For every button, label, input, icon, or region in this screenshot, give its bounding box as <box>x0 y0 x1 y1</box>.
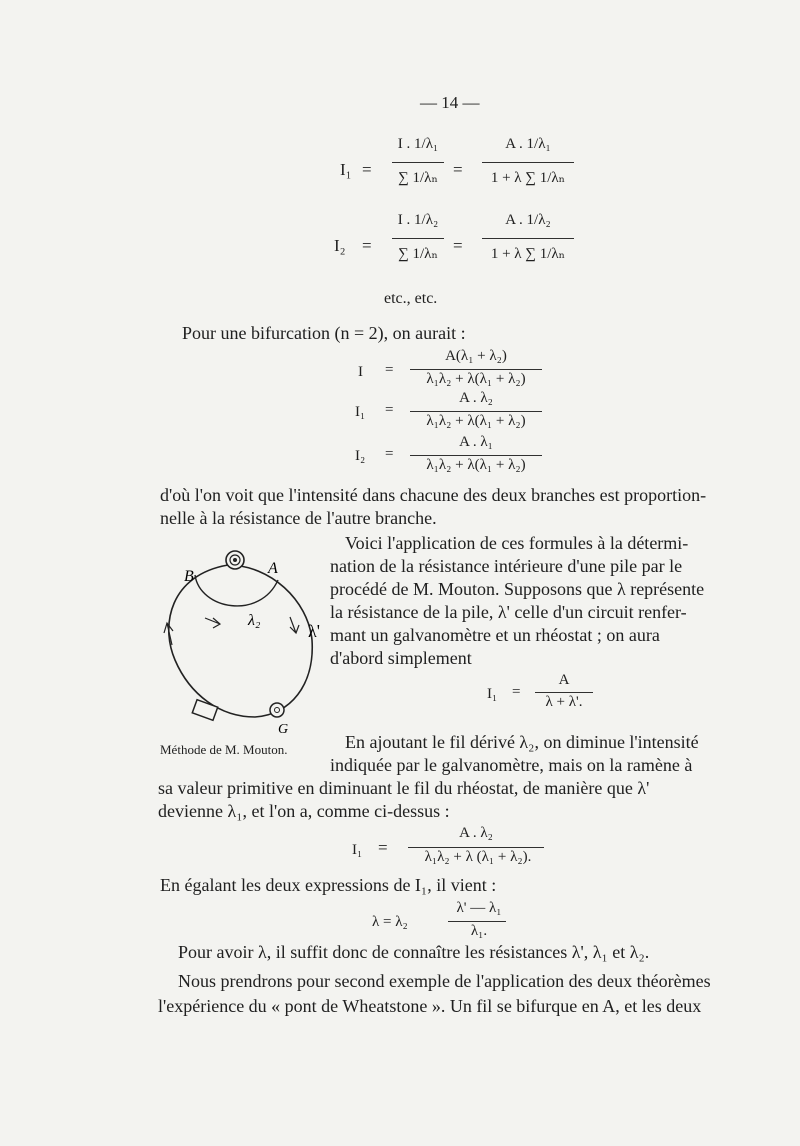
eq-denominator: ∑ 1/λₙ <box>398 246 438 262</box>
paragraph-line: sa valeur primitive en diminuant le fil du rhéostat, de manière que λ' <box>158 778 650 798</box>
eq-lhs: I₁ <box>340 160 352 179</box>
paragraph-line: En égalant les deux expressions de I₁, il vient : <box>160 875 497 895</box>
galvanometer-symbol <box>270 703 284 717</box>
eq-denominator: λ₁λ₂ + λ(λ₁ + λ₂) <box>426 371 526 387</box>
paragraph-line: devienne λ₁, et l'on a, comme ci-dessus : <box>158 801 450 821</box>
eq-numerator: A . 1/λ₂ <box>505 212 551 228</box>
paragraph-line: nelle à la résistance de l'autre branche. <box>160 508 437 528</box>
eq-denominator: λ + λ'. <box>545 694 583 710</box>
paragraph-line: indiquée par le galvanomètre, mais on la ramène à <box>330 755 693 775</box>
paragraph-line: Pour avoir λ, il suffit donc de connaître les résistances λ', λ₁ et λ₂. <box>178 942 650 962</box>
eq-lhs: I <box>358 364 363 380</box>
paragraph-line: procédé de M. Mouton. Supposons que λ représente <box>330 579 705 599</box>
arrow-icon <box>205 618 220 628</box>
label-lambda2: λ₂ <box>248 612 261 629</box>
inner-derived-wire <box>195 575 278 606</box>
paragraph-line: nation de la résistance intérieure d'une pile par le <box>330 556 683 576</box>
eq-numerator: I . 1/λ₂ <box>397 212 439 228</box>
eq-numerator: I . 1/λ₁ <box>397 136 439 152</box>
eq-denominator: λ₁. <box>470 923 488 939</box>
fraction-bar <box>482 162 574 163</box>
paragraph-line: Voici l'application de ces formules à la détermi- <box>345 533 689 553</box>
eq-lhs: I₁ <box>352 842 363 858</box>
fraction-bar <box>392 238 444 239</box>
paragraph-line: d'où l'on voit que l'intensité dans chacune des deux branches est proportion- <box>160 485 707 505</box>
label-g: G <box>278 722 289 735</box>
eq-sign: = <box>362 236 372 255</box>
eq-lhs: I₂ <box>334 236 346 255</box>
label-b: B <box>184 568 194 585</box>
rheostat-symbol <box>192 700 217 721</box>
mouton-circuit-figure <box>150 545 330 735</box>
paragraph-line: la résistance de la pile, λ' celle d'un circuit renfer- <box>330 602 687 622</box>
eq-denominator: λ₁λ₂ + λ (λ₁ + λ₂). <box>424 849 532 865</box>
fraction-bar <box>535 692 593 693</box>
eq-denominator: λ₁λ₂ + λ(λ₁ + λ₂) <box>426 413 526 429</box>
eq-sign: = <box>453 236 463 255</box>
eq-sign: = <box>378 838 388 857</box>
eq-sign: = <box>512 684 521 700</box>
eq-numerator: A . 1/λ₁ <box>505 136 551 152</box>
eq-sign: = <box>362 160 372 179</box>
eq-lhs: I₁ <box>487 686 498 702</box>
fraction-bar <box>482 238 574 239</box>
eq-lhs: λ = λ₂ <box>372 914 408 930</box>
page-number: — 14 — <box>420 93 480 112</box>
paragraph-line: d'abord simplement <box>330 648 472 668</box>
paragraph-line: l'expérience du « pont de Wheatstone ». Un fil se bifurque en A, et les deux <box>158 996 702 1016</box>
fraction-bar <box>448 921 506 922</box>
eq-sign: = <box>453 160 463 179</box>
paragraph-line: Nous prendrons pour second exemple de l'application des deux théorèmes <box>178 971 711 991</box>
outer-circuit-loop <box>169 565 312 717</box>
eq-denominator: ∑ 1/λₙ <box>398 170 438 186</box>
eq-numerator: A . λ₁ <box>459 434 493 450</box>
eq-numerator: A(λ₁ + λ₂) <box>445 348 507 364</box>
eq-numerator: λ' — λ₁ <box>456 900 502 916</box>
eq-lhs: I₂ <box>355 448 366 464</box>
etc-text: etc., etc. <box>384 290 438 307</box>
paragraph-line: mant un galvanomètre et un rhéostat ; on aura <box>330 625 660 645</box>
eq-sign: = <box>385 362 394 378</box>
fraction-bar <box>408 847 544 848</box>
eq-denominator: 1 + λ ∑ 1/λₙ <box>490 246 566 262</box>
paragraph-line: En ajoutant le fil dérivé λ₂, on diminue l'intensité <box>345 732 699 752</box>
eq-numerator: A . λ₂ <box>459 390 493 406</box>
fraction-bar <box>410 369 542 370</box>
fraction-bar <box>410 455 542 456</box>
figure-caption: Méthode de M. Mouton. <box>160 742 288 757</box>
eq-sign: = <box>385 446 394 462</box>
eq-numerator: A . λ₂ <box>459 825 493 841</box>
fraction-bar <box>410 411 542 412</box>
eq-numerator: A <box>558 672 570 688</box>
eq-denominator: λ₁λ₂ + λ(λ₁ + λ₂) <box>426 457 526 473</box>
eq-denominator: 1 + λ ∑ 1/λₙ <box>490 170 566 186</box>
eq-sign: = <box>385 402 394 418</box>
arrow-icon <box>290 617 299 633</box>
label-lambda-prime: λ' <box>308 621 320 641</box>
bifurcation-intro: Pour une bifurcation (n = 2), on aurait : <box>182 323 466 343</box>
fraction-bar <box>392 162 444 163</box>
eq-lhs: I₁ <box>355 404 366 420</box>
label-a: A <box>268 560 278 577</box>
